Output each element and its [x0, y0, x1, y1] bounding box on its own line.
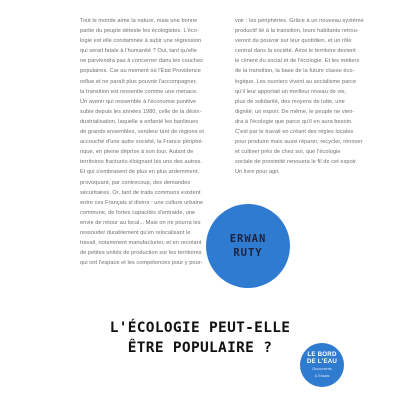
title-line-2: ÊTRE POPULAIRE ?: [127, 340, 273, 356]
text-line: provoquant, par contrecoup, des demandes: [80, 179, 191, 186]
text-line: logique. Les ouvriers vivent au socialisme parce: [235, 78, 357, 85]
text-line: dra à l'écologie que parce qu'il en aura besoin.: [235, 118, 353, 125]
text-line: dignité, un espoir. De même, le peuple ne vien-: [235, 108, 355, 115]
publisher-collection-line-2: & Essais: [314, 373, 330, 378]
text-line: subie depuis les années 1980, celle de la désin-: [80, 108, 202, 115]
back-text-right-column: [235, 16, 364, 178]
text-line: Un livre pour agir.: [235, 169, 280, 176]
text-line: logie est elle condamnée à subir une régression: [80, 38, 202, 45]
text-line: envie de retour au local... Mais on ne pourra les: [80, 219, 201, 226]
text-line: voir : les périphéries. Grâce à un nouveau système: [235, 18, 364, 24]
text-line: travail, notamment manufacturier, et en recréant: [80, 240, 202, 247]
text-line: dustrialisation, laquelle a enfanté les banlieues: [80, 118, 199, 125]
text-line: Tout le monde aime la nature, mais une bonne: [80, 18, 198, 24]
text-line: qu'il leur apportait un meilleur niveau de vie,: [235, 88, 347, 95]
text-line: commune, de fortes capacités d'entraide, une: [80, 209, 196, 216]
text-line: le ciment du social et de l'écologie. Et les métiers: [235, 58, 360, 65]
back-text-left-column: [80, 16, 214, 268]
text-line: ne parviendra pas à concerner dans les couches: [80, 58, 203, 65]
text-line: productif lié à la transition, leurs habitants retrou-: [235, 28, 359, 35]
text-line: de grands ensembles, vendeur tant de régions et: [80, 129, 204, 136]
text-line: rique, en pleine déprise à son tour. Autant de: [80, 149, 194, 156]
text-line: Un avenir qui ressemble à l'économie punitive: [80, 98, 197, 105]
text-line: sociale de proximité renouera le fil de cet espoir.: [235, 159, 358, 166]
publisher-name-line-1: LE BORD: [307, 350, 337, 358]
text-line: entre ces Français si divers : une culture urbaine: [80, 199, 204, 206]
title-line-1: L'ÉCOLOGIE PEUT-ELLE: [109, 320, 291, 336]
text-line: veront du pouvoir sur leur quotidien, et un rôle: [235, 38, 352, 45]
publisher-collection-line-1: Documents: [312, 367, 332, 372]
publisher-logo: [300, 343, 344, 387]
text-line: partie du peuple déteste les écologistes. L'éco-: [80, 28, 199, 35]
text-line: qui ont l'espace et les compétences pour y pour-: [80, 260, 203, 267]
text-line: populaires. Car au moment où l'État Providence: [80, 68, 201, 75]
text-line: et cultiver près de chez soi, que l'écologie: [235, 149, 341, 156]
text-line: accouché d'une autre société, la France périphé-: [80, 139, 204, 146]
author-circle: [206, 204, 290, 288]
text-line: sécuritaires. Or, tant de traits communs existent: [80, 189, 201, 196]
text-line: Et qui s'embrasent de plus en plus ardemment,: [80, 169, 199, 176]
author-first-name: ERWAN: [229, 233, 267, 245]
text-line: central dans la société. Ainsi le territoire devient: [235, 48, 356, 55]
text-line: plus de solidarité, des moyens de lutte, une: [235, 98, 345, 105]
text-line: la transition est ressentie comme une menace.: [80, 88, 198, 95]
author-last-name: RUTY: [233, 247, 263, 259]
text-line: reflue et ne paraît plus pouvoir l'accompagner,: [80, 78, 197, 85]
text-line: de la transition, la base de la future classe éco-: [235, 68, 355, 75]
text-line: C'est par le travail en créant des régies locales: [235, 129, 354, 136]
text-line: ressouder durablement qu'en relocalisant le: [80, 229, 191, 236]
text-line: qui serait fatale à l'humanité ? Oui, tant qu'elle: [80, 48, 197, 55]
text-line: pour produire mais aussi réparer, recycler, rénover: [235, 139, 363, 146]
text-line: de petites unités de production sur les territoires: [80, 250, 202, 257]
text-line: territoires fracturés éloignant les uns des autres.: [80, 159, 202, 166]
publisher-name-line-2: DE L'EAU: [306, 357, 338, 365]
